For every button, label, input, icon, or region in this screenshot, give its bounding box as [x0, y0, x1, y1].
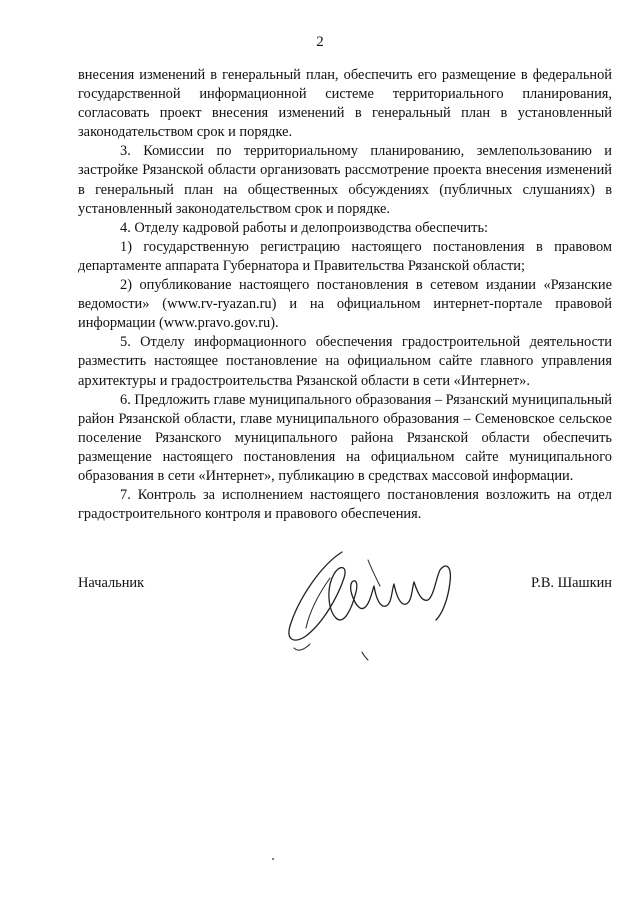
signatory-title: Начальник: [78, 575, 145, 591]
paragraph-item-4: 4. Отделу кадровой работы и делопроизводства обеспечить:: [120, 219, 488, 236]
paragraph-subitem-2: 2) опубликование настоящего постановления в сетевом издании «Рязанские ведомости» (www.rv-ryazan.ru) и на официальном интернет-портале правовой информации (www.pravo.gov.ru).: [78, 277, 612, 332]
signatory-name: Р.В. Шашкин: [531, 575, 612, 591]
paragraph-item-6: 6. Предложить главе муниципального образования – Рязанский муниципальный район Рязанской области, главе муниципального образования – Семеновское сельское поселение Рязанского муниципального района Рязанской области обеспечить размещение настоящего постановления на официальном сайте муниципального образования в сети «Интернет», публикацию в средствах массовой информации.: [78, 391, 613, 484]
page-number: 2: [316, 34, 324, 50]
document-body: [78, 66, 612, 524]
scan-speck: [272, 858, 274, 860]
paragraph-item-7: 7. Контроль за исполнением настоящего постановления возложить на отдел градостроительного контроля и правового обеспечения.: [78, 487, 612, 523]
handwritten-signature: [280, 548, 470, 668]
paragraph-continuation: внесения изменений в генеральный план, обеспечить его размещение в федеральной государственной информационной системе территориального планирования, согласовать проект внесения изменений в генеральный план в установленный законодательством срок и порядке.: [78, 67, 612, 141]
paragraph-item-5: 5. Отделу информационного обеспечения градостроительной деятельности разместить настоящее постановление на официальном сайте главного управления архитектуры и градостроительства Рязанской области в сети «Интернет».: [78, 334, 612, 389]
paragraph-item-3: 3. Комиссии по территориальному планированию, землепользованию и застройке Рязанской области организовать рассмотрение проекта внесения изменений в генеральный план на общественных обсуждениях (публичных слушаниях) в установленный законодательством срок и порядке.: [78, 143, 612, 217]
paragraph-subitem-1: 1) государственную регистрацию настоящего постановления в правовом департаменте аппарата Губернатора и Правительства Рязанской области;: [78, 238, 612, 274]
